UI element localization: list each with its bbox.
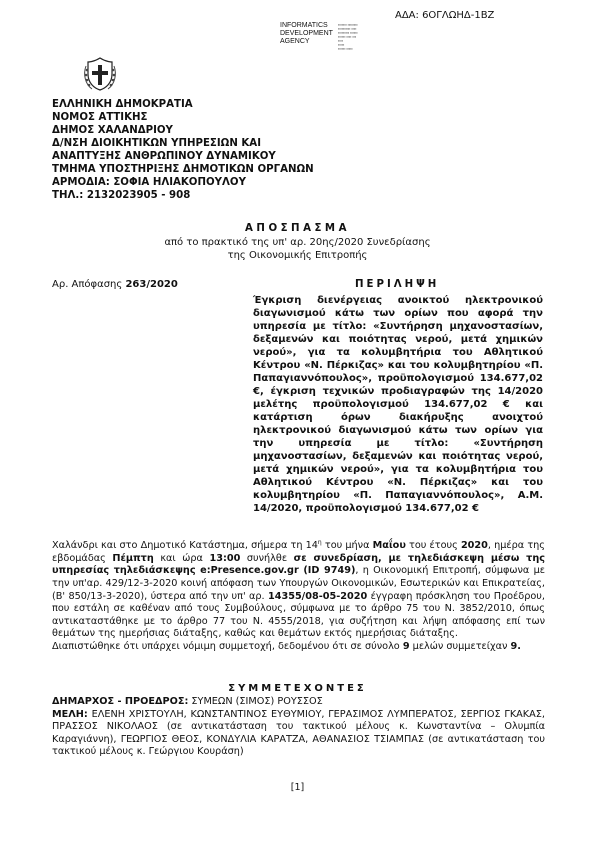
members-line: ΜΕΛΗ: ΕΛΕΝΗ ΧΡΙΣΤΟΥΛΗ, ΚΩΝΣΤΑΝΤΙΝΟΣ ΕΥΘΥΜΙΟΥ, ΓΕΡΑΣΙΜΟΣ ΛΥΜΠΕΡΑΤΟΣ, ΣΕΡΓΙΟΣ ΓΚΑΚΑΣ, ΠΡΑΣΣΟΣ ΝΙΚΟΛΑΟΣ (σε αντικατάσταση του τακτικού μέλους κ. Κωνσταντίνα – Ολυμπία Καραγιάννη), ΓΕΩΡΓΙΟΣ ΘΕΟΣ, ΚΟΝΔΥΛΙΑ ΚΑΡΑΤΖΑ, ΑΘΑΝΑΣΙΟΣ ΤΣΙΑΜΠΑΣ (σε αντικατάσταση του τακτικού μέλους κ. Γεώργιου Κουράση): [52, 708, 545, 758]
page-number: [1]: [290, 782, 305, 793]
header-line: Δ/ΝΣΗ ΔΙΟΙΚΗΤΙΚΩΝ ΥΠΗΡΕΣΙΩΝ ΚΑΙ: [52, 138, 261, 149]
greek-coat-of-arms-icon: [82, 56, 118, 92]
participants-heading: ΣΥΜΜΕΤΕΧΟΝΤΕΣ: [228, 683, 367, 694]
logo-text: INFORMATICS DEVELOPMENT AGENCY: [280, 22, 333, 45]
logo-fine-print: ▪▪▪▪▪▪▪ ▪▪▪▪▪▪▪▪ ▪▪▪▪▪▪▪▪▪▪ ▪▪▪▪ ▪▪▪▪▪▪▪▪▪ ▪▪▪▪▪▪ ▪▪▪▪▪▪ ▪▪▪▪ ▪▪▪ ▪▪▪▪ ▪▪▪▪▪ ▪▪▪▪▪▪ ▪▪▪▪▪: [338, 23, 358, 51]
document-title: ΑΠΟΣΠΑΣΜΑ: [245, 223, 350, 234]
header-line: ΑΝΑΠΤΥΞΗΣ ΑΝΘΡΩΠΙΝΟΥ ΔΥΝΑΜΙΚΟΥ: [52, 151, 276, 162]
header-line: ΤΜΗΜΑ ΥΠΟΣΤΗΡΙΞΗΣ ΔΗΜΟΤΙΚΩΝ ΟΡΓΑΝΩΝ: [52, 164, 314, 175]
diavgeia-logo: [280, 22, 420, 54]
document-subtitle: από το πρακτικό της υπ' αρ. 20ης/2020 Συνεδρίασης: [164, 237, 431, 248]
header-line: ΝΟΜΟΣ ΑΤΤΙΚΗΣ: [52, 112, 148, 123]
meeting-paragraph: [52, 537, 545, 654]
header-line: ΑΡΜΟΔΙΑ: ΣΟΦΙΑ ΗΛΙΑΚΟΠΟΥΛΟΥ: [52, 177, 246, 188]
header-line: ΔΗΜΟΣ ΧΑΛΑΝΔΡΙΟΥ: [52, 125, 173, 136]
participants-list: [52, 696, 545, 759]
issuer-header: [52, 98, 314, 202]
ada-code: ΑΔΑ: 6ΟΓΛΩΗΔ-1ΒΖ: [395, 10, 495, 21]
document-subtitle-2: της Οικονομικής Επιτροπής: [227, 250, 368, 261]
summary-heading: ΠΕΡΙΛΗΨΗ: [355, 279, 440, 290]
header-line: ΤΗΛ.: 2132023905 - 908: [52, 190, 191, 201]
mayor-line: ΔΗΜΑΡΧΟΣ - ΠΡΟΕΔΡΟΣ: ΣΥΜΕΩΝ (ΣΙΜΟΣ) ΡΟΥΣΣΟΣ: [52, 696, 323, 707]
quorum-statement: Διαπιστώθηκε ότι υπάρχει νόμιμη συμμετοχή, δεδομένου ότι σε σύνολο 9 μελών συμμετείχαν 9.: [52, 640, 521, 652]
decision-number: Αρ. Απόφασης 263/2020: [52, 279, 178, 290]
summary-text: Έγκριση διενέργειας ανοικτού ηλεκτρονικού διαγωνισμού κάτω των ορίων που αφορά την υπηρεσία με τίτλο: «Συντήρηση μηχανοστασίων, δεξαμενών και ποιότητας νερού, μετά χημικών νερού», για τα κολυμβητήρια του Αθλητικού Κέντρου «Ν. Πέρκιζας» και του κολυμβητηρίου «Π. Παπαγιαννόπουλος», προϋπολογισμού 134.677,02 €, έγκριση τεχνικών προδιαγραφών της 14/2020 μελέτης προϋπολογισμού 134.677,02 € και κατάρτιση όρων διακήρυξης ανοιχτού ηλεκτρονικού διαγωνισμού κάτω των ορίων για την υπηρεσία με τίτλο: «Συντήρηση μηχανοστασίων, δεξαμενών και ποιότητας νερού, μετά χημικών νερού», για τα κολυμβητήρια του Αθλητικού Κέντρου «Ν. Πέρκιζας» και του κολυμβητηρίου «Π. Παπαγιαννόπουλος», Α.Μ. 14/2020, προϋπολογισμού 134.677,02 €: [253, 295, 543, 514]
header-line: ΕΛΛΗΝΙΚΗ ΔΗΜΟΚΡΑΤΙΑ: [52, 99, 193, 110]
meeting-details: Χαλάνδρι και στο Δημοτικό Κατάστημα, σήμερα τη $14^\eta$ του μήνα Μαΐου του έτους 2020, ημέρα της εβδομάδας Πέμπτη και ώρα 13:00 συνήλθε σε συνεδρίαση, με τηλεδιάσκεψη μέσω της υπηρεσίας τηλεδιάσκεψης e:Presence.gov.gr (ID 9749), η Οικονομική Επιτροπή, σύμφωνα με την υπ'αρ. 429/12-3-2020 κοινή απόφαση των Υπουργών Οικονομικών, Εσωτερικών και Επικρατείας, (Β' 850/13-3-2020), ύστερα από την υπ' αρ. 14355/08-05-2020 έγγραφη πρόσκληση του Προέδρου, που εστάλη σε καθέναν από τους Συμβούλους, σύμφωνα με το άρθρο 75 του Ν. 3852/2010, όπως αντικαταστάθηκε με το άρθρο 77 του Ν. 4555/2018, για συζήτηση και λήψη απόφασης επί των θεμάτων της ημερήσιας διάταξης, καθώς και θεμάτων εκτός ημερήσιας διάταξης.: [52, 539, 546, 640]
